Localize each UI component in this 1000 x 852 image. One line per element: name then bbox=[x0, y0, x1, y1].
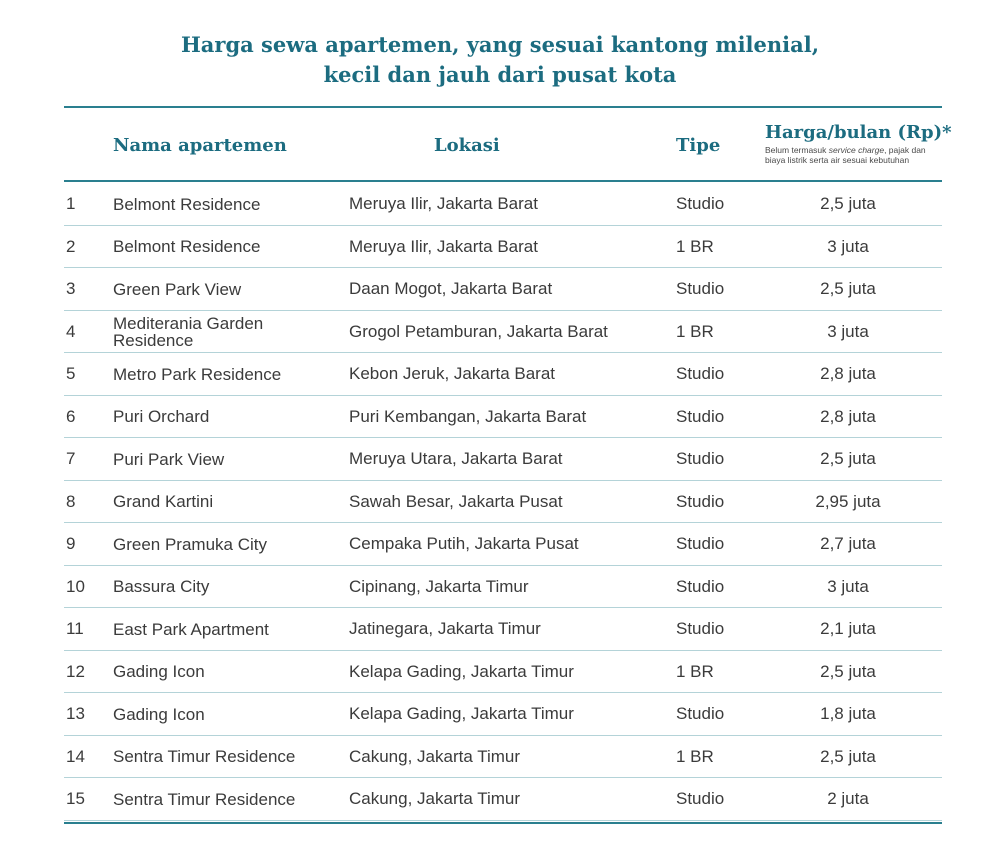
apartment-name: Gading Icon bbox=[113, 662, 205, 681]
row-number: 7 bbox=[66, 449, 76, 468]
header-bottom-rule bbox=[64, 180, 942, 182]
table-row bbox=[0, 523, 1000, 566]
row-number: 4 bbox=[66, 321, 76, 341]
monthly-price: 2,5 juta bbox=[820, 661, 876, 681]
row-number: 9 bbox=[66, 534, 76, 553]
location: Puri Kembangan, Jakarta Barat bbox=[349, 406, 587, 426]
location: Sawah Besar, Jakarta Pusat bbox=[349, 491, 563, 511]
row-number: 5 bbox=[66, 364, 76, 383]
title-line-2: kecil dan jauh dari pusat kota bbox=[323, 62, 677, 87]
location: Jatinegara, Jakarta Timur bbox=[349, 619, 541, 638]
location: Kelapa Gading, Jakarta Timur bbox=[349, 661, 574, 681]
location: Meruya Ilir, Jakarta Barat bbox=[349, 236, 538, 256]
unit-type: 1 BR bbox=[676, 746, 714, 766]
location: Grogol Petamburan, Jakarta Barat bbox=[349, 321, 608, 341]
unit-type: Studio bbox=[676, 449, 725, 468]
price-note-part1: Belum termasuk bbox=[765, 145, 829, 155]
row-number: 12 bbox=[66, 661, 85, 681]
monthly-price: 2,95 juta bbox=[815, 491, 881, 511]
row-number: 15 bbox=[66, 789, 85, 808]
row-number: 11 bbox=[66, 619, 84, 638]
price-note-part3: , pajak dan biaya listrik serta air sesuai kebutuhan bbox=[765, 145, 926, 165]
monthly-price: 2,7 juta bbox=[820, 534, 876, 553]
location: Cakung, Jakarta Timur bbox=[349, 789, 521, 808]
location: Cakung, Jakarta Timur bbox=[349, 746, 521, 766]
row-number: 1 bbox=[66, 194, 76, 213]
location: Kebon Jeruk, Jakarta Barat bbox=[349, 364, 556, 383]
table-row bbox=[0, 566, 1000, 609]
table-top-rule bbox=[64, 106, 942, 108]
apartment-name: Green Park View bbox=[113, 279, 242, 299]
header-location: Lokasi bbox=[434, 135, 500, 156]
table-row bbox=[0, 736, 1000, 779]
row-number: 10 bbox=[66, 576, 85, 596]
apartment-name: Green Pramuka City bbox=[113, 534, 267, 554]
page-title bbox=[0, 30, 1000, 90]
unit-type: 1 BR bbox=[676, 661, 714, 681]
unit-type: Studio bbox=[676, 704, 725, 723]
apartment-name: Belmont Residence bbox=[113, 237, 261, 256]
unit-type: Studio bbox=[676, 619, 725, 638]
table-row bbox=[0, 608, 1000, 651]
unit-type: Studio bbox=[676, 406, 725, 426]
table-body bbox=[0, 183, 1000, 821]
location: Daan Mogot, Jakarta Barat bbox=[349, 279, 553, 298]
monthly-price: 3 juta bbox=[827, 321, 869, 341]
location: Cipinang, Jakarta Timur bbox=[349, 576, 529, 596]
monthly-price: 2,8 juta bbox=[820, 406, 876, 426]
apartment-name: Gading Icon bbox=[113, 704, 205, 724]
table-row bbox=[0, 268, 1000, 311]
monthly-price: 1,8 juta bbox=[820, 704, 876, 723]
unit-type: Studio bbox=[676, 534, 725, 553]
unit-type: Studio bbox=[676, 576, 725, 596]
unit-type: Studio bbox=[676, 194, 725, 213]
row-number: 2 bbox=[66, 236, 76, 256]
apartment-name: Puri Orchard bbox=[113, 407, 210, 426]
price-note-part2: service charge bbox=[828, 145, 885, 155]
apartment-name: Grand Kartini bbox=[113, 492, 214, 511]
apartment-name: Metro Park Residence bbox=[113, 364, 282, 384]
title-line-1: Harga sewa apartemen, yang sesuai kantong milenial, bbox=[180, 32, 820, 57]
monthly-price: 2,5 juta bbox=[820, 279, 876, 298]
apartment-name: Sentra Timur Residence bbox=[113, 789, 296, 809]
unit-type: Studio bbox=[676, 789, 725, 808]
table-row bbox=[0, 226, 1000, 269]
apartment-name: Puri Park View bbox=[113, 449, 225, 469]
location: Kelapa Gading, Jakarta Timur bbox=[349, 704, 574, 723]
header-type: Tipe bbox=[676, 135, 721, 156]
table-row bbox=[0, 481, 1000, 524]
header-name: Nama apartemen bbox=[113, 135, 287, 156]
apartment-name: Mediterania Garden Residence bbox=[113, 313, 264, 350]
unit-type: Studio bbox=[676, 364, 725, 383]
apartment-name: Sentra Timur Residence bbox=[113, 747, 296, 766]
apartment-name: Bassura City bbox=[113, 577, 210, 596]
location: Meruya Ilir, Jakarta Barat bbox=[349, 194, 538, 213]
monthly-price: 2 juta bbox=[827, 789, 869, 808]
price-note bbox=[765, 145, 945, 165]
apartment-name: East Park Apartment bbox=[113, 619, 269, 639]
table-row bbox=[0, 353, 1000, 396]
table-row bbox=[0, 651, 1000, 694]
location: Cempaka Putih, Jakarta Pusat bbox=[349, 534, 579, 553]
row-number: 3 bbox=[66, 279, 76, 298]
monthly-price: 2,5 juta bbox=[820, 449, 876, 468]
apartment-name: Belmont Residence bbox=[113, 194, 261, 214]
table-row bbox=[0, 438, 1000, 481]
row-number: 6 bbox=[66, 406, 76, 426]
table-row bbox=[0, 396, 1000, 439]
table-row bbox=[0, 311, 1000, 354]
table-bottom-rule bbox=[64, 822, 942, 824]
monthly-price: 2,5 juta bbox=[820, 746, 876, 766]
monthly-price: 2,1 juta bbox=[820, 619, 876, 638]
unit-type: Studio bbox=[676, 279, 725, 298]
table-row bbox=[0, 183, 1000, 226]
unit-type: Studio bbox=[676, 491, 725, 511]
header-price: Harga/bulan (Rp)* bbox=[765, 122, 952, 143]
monthly-price: 2,8 juta bbox=[820, 364, 876, 383]
monthly-price: 2,5 juta bbox=[820, 194, 876, 213]
row-number: 14 bbox=[66, 746, 85, 766]
table-row bbox=[0, 693, 1000, 736]
location: Meruya Utara, Jakarta Barat bbox=[349, 449, 563, 468]
unit-type: 1 BR bbox=[676, 321, 714, 341]
unit-type: 1 BR bbox=[676, 236, 714, 256]
monthly-price: 3 juta bbox=[827, 236, 869, 256]
row-number: 13 bbox=[66, 704, 85, 723]
table-row bbox=[0, 778, 1000, 821]
monthly-price: 3 juta bbox=[827, 576, 869, 596]
row-number: 8 bbox=[66, 491, 76, 511]
